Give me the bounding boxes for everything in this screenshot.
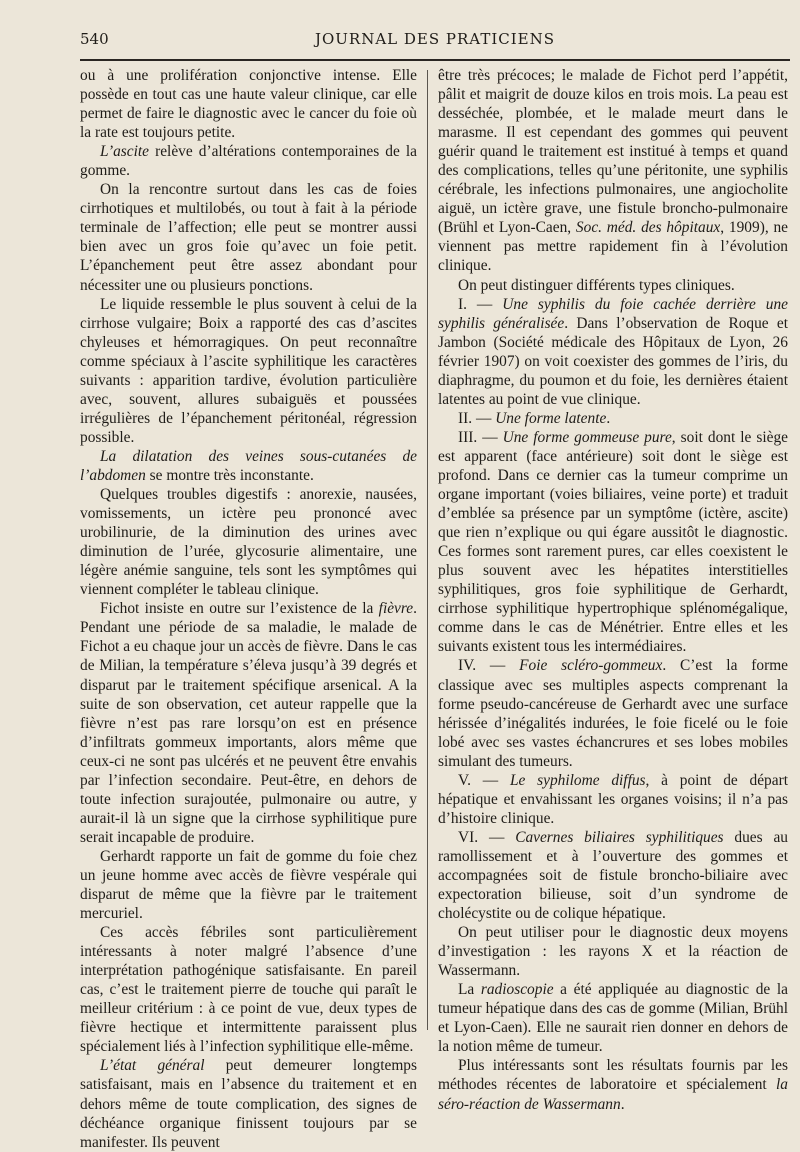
emphasis: Foie scléro-gommeux [519,657,663,675]
paragraph: être très précoces; le malade de Fichot perd l’appétit, pâlit et maigrit de douze kilos en trois mois. La peau est desséchée, plombée, et le malade meurt dans le marasme. Il est cependant des gommes qui peuvent guérir quand le traitement est institué à temps et quand des complications, telles qu’une péritonite, une syphilis cérébrale, les infections pulmonaires, une angiocholite aiguë, un ictère grave, une fistule broncho-pulmonaire (Brühl et Lyon-Caen, Soc. méd. des hôpitaux, 1909), ne viennent pas mettre rapidement fin à l’évolution clinique. [438,67,788,275]
emphasis: la séro-réaction de Wassermann [438,1076,788,1113]
emphasis: Cavernes biliaires syphilitiques [515,828,724,846]
emphasis: Une forme latente [495,409,607,427]
right-column [438,66,788,1114]
emphasis: Une forme gommeuse pure [502,428,672,446]
paragraph: Plus intéressants sont les résultats fournis par les méthodes récentes de laboratoire et spécialement la séro-réaction de Wassermann. [438,1057,788,1113]
paragraph: ou à une prolifération conjonctive intense. Elle possède en tout cas une haute valeur clinique, car elle permet de faire le diagnostic avec le cancer du foie où la rate est toujours petite. [80,67,417,142]
page-number: 540 [80,30,109,48]
column-divider [427,70,428,1030]
paragraph: Ces accès fébriles sont particulièrement intéressants à noter malgré l’absence d’une interprétation pathogénique satisfaisante. En pareil cas, c’est le traitement pierre de touche qui paraît le meilleur critérium : à ce point de vue, deux types de fièvre hectique et intermittente paraissent plus spécialement liés à l’infection syphilitique elle-même. [80,924,417,1056]
page-header [80,30,790,54]
journal-title: JOURNAL DES PRATICIENS [314,30,556,48]
paragraph: L’état général peut demeurer longtemps satisfaisant, mais en l’absence du traitement et en dehors même de toute complication, des signes de déchéance organique finissent toujours par se manifester. Ils peuvent [80,1057,417,1151]
paragraph: Gerhardt rapporte un fait de gomme du foie chez un jeune homme avec accès de fièvre vespérale qui disparut de même que la fièvre par le traitement mercuriel. [80,847,417,923]
paragraph: On peut distinguer différents types cliniques. [458,276,735,294]
paragraph: L’ascite relève d’altérations contemporaines de la gomme. [80,143,417,180]
paragraph: La radioscopie a été appliquée au diagnostic de la tumeur hépatique dans des cas de gomme (Milian, Brühl et Lyon-Caen). Elle ne saurait rien donner en dehors de la notion même de tumeur. [438,981,788,1056]
emphasis: fièvre [378,600,414,618]
header-rule [80,59,790,61]
emphasis: Soc. méd. des hôpitaux [575,219,721,237]
paragraph: III. — Une forme gommeuse pure, soit dont le siège est apparent (face antérieure) soit dont le siège est profond. Dans ce dernier cas la tumeur comprime un organe important (voies biliaires, veine porte) et traduit d’emblée sa présence par un symptôme (ictère, ascite) que rien n’explique ou qui égare aussitôt le diagnostic. Ces formes sont rarement pures, car elles coexistent le plus souvent avec les hépatites interstitielles syphilitiques, gros foie syphilitique de Gerhardt, cirrhose syphilitique hypertrophique splénomégalique, comme dans le cas de Ménétrier. Entre elles et les suivants existent tous les intermédiaires. [438,428,788,656]
paragraph: La dilatation des veines sous-cutanées de l’abdomen se montre très inconstante. [80,447,417,484]
paragraph: Quelques troubles digestifs : anorexie, nausées, vomissements, un ictère peu prononcé avec urobilinurie, de la diminution des urines avec diminution de l’urée, glycosurie alimentaire, une légère anémie sanguine, tels sont les symptômes qui viennent compléter le tableau clinique. [80,486,417,599]
emphasis: Le syphilome diffus [509,771,646,789]
paragraph: On peut utiliser pour le diagnostic deux moyens d’investigation : les rayons X et la réaction de Wassermann. [438,924,788,980]
paragraph: I. — Une syphilis du foie cachée derrière une syphilis généralisée. Dans l’observation de Roque et Jambon (Société médicale des Hôpitaux de Lyon, 26 février 1907) on voit coexister des gommes de l’iris, du diaphragme, du poumon et du foie, les dernières étaient latentes au point de vue clinique. [438,295,788,408]
left-column [80,66,417,1152]
emphasis: La dilatation des veines sous-cutanées de l’abdomen [80,447,417,484]
paragraph: V. — Le syphilome diffus, à point de départ hépatique et envahissant les organes voisins; il n’a pas d’histoire clinique. [438,771,788,827]
paragraph: On la rencontre surtout dans les cas de foies cirrhotiques et multilobés, ou tout à fait à la période terminale de l’affection; elle peut se montrer aussi bien avec un gros foie qu’avec un foie petit. L’épanchement peut être assez abondant pour nécessiter une ou plusieurs ponctions. [80,181,417,294]
paragraph: II. — Une forme latente. [458,409,611,427]
emphasis: L’état général [100,1057,205,1075]
paragraph: IV. — Foie scléro-gommeux. C’est la forme classique avec ses multiples aspects comprenant la forme pseudo-cancéreuse de Gerhardt avec une surface hérissée d’inégalités indurées, le foie ficelé ou le foie lobé avec ses vastes échancrures et ses lobes mobiles simulant des tumeurs. [438,657,788,770]
emphasis: Une syphilis du foie cachée derrière une syphilis généralisée [438,295,788,332]
paragraph: VI. — Cavernes biliaires syphilitiques dues au ramollissement et à l’ouverture des gommes et accompagnées soit de fistule broncho-biliaire avec expectoration bilieuse, soit d’un syndrome de cholécystite ou de colique hépatique. [438,828,789,923]
paragraph: Le liquide ressemble le plus souvent à celui de la cirrhose vulgaire; Boix a rapporté des cas d’ascites chyleuses et hémorragiques. On peut reconnaître comme spéciaux à l’ascite syphilitique les caractères suivants : apparition tardive, évolution particulière avec, souvent, allures subaiguës et poussées irrégulières de l’épanchement péritonéal, régression possible. [80,295,417,446]
emphasis: radioscopie [480,981,554,999]
emphasis: L’ascite [100,143,150,161]
paragraph: Fichot insiste en outre sur l’existence de la fièvre. Pendant une période de sa maladie, le malade de Fichot a eu chaque jour un accès de fièvre. Dans le cas de Milian, la température s’éleva jusqu’à 39 degrés et disparut par le traitement spécifique arsenical. A la suite de son observation, cet auteur rappelle que la fièvre n’est pas rare lorsqu’on est en présence d’infiltrats gommeux importants, alors même que ceux-ci ne sont pas ulcérés et ne peuvent être envahis par l’infection secondaire. Peut-être, en dehors de toute infection surajoutée, pulmonaire ou autre, y aurait-il là un signe que la cirrhose syphilitique pure serait incapable de produire. [80,600,417,846]
